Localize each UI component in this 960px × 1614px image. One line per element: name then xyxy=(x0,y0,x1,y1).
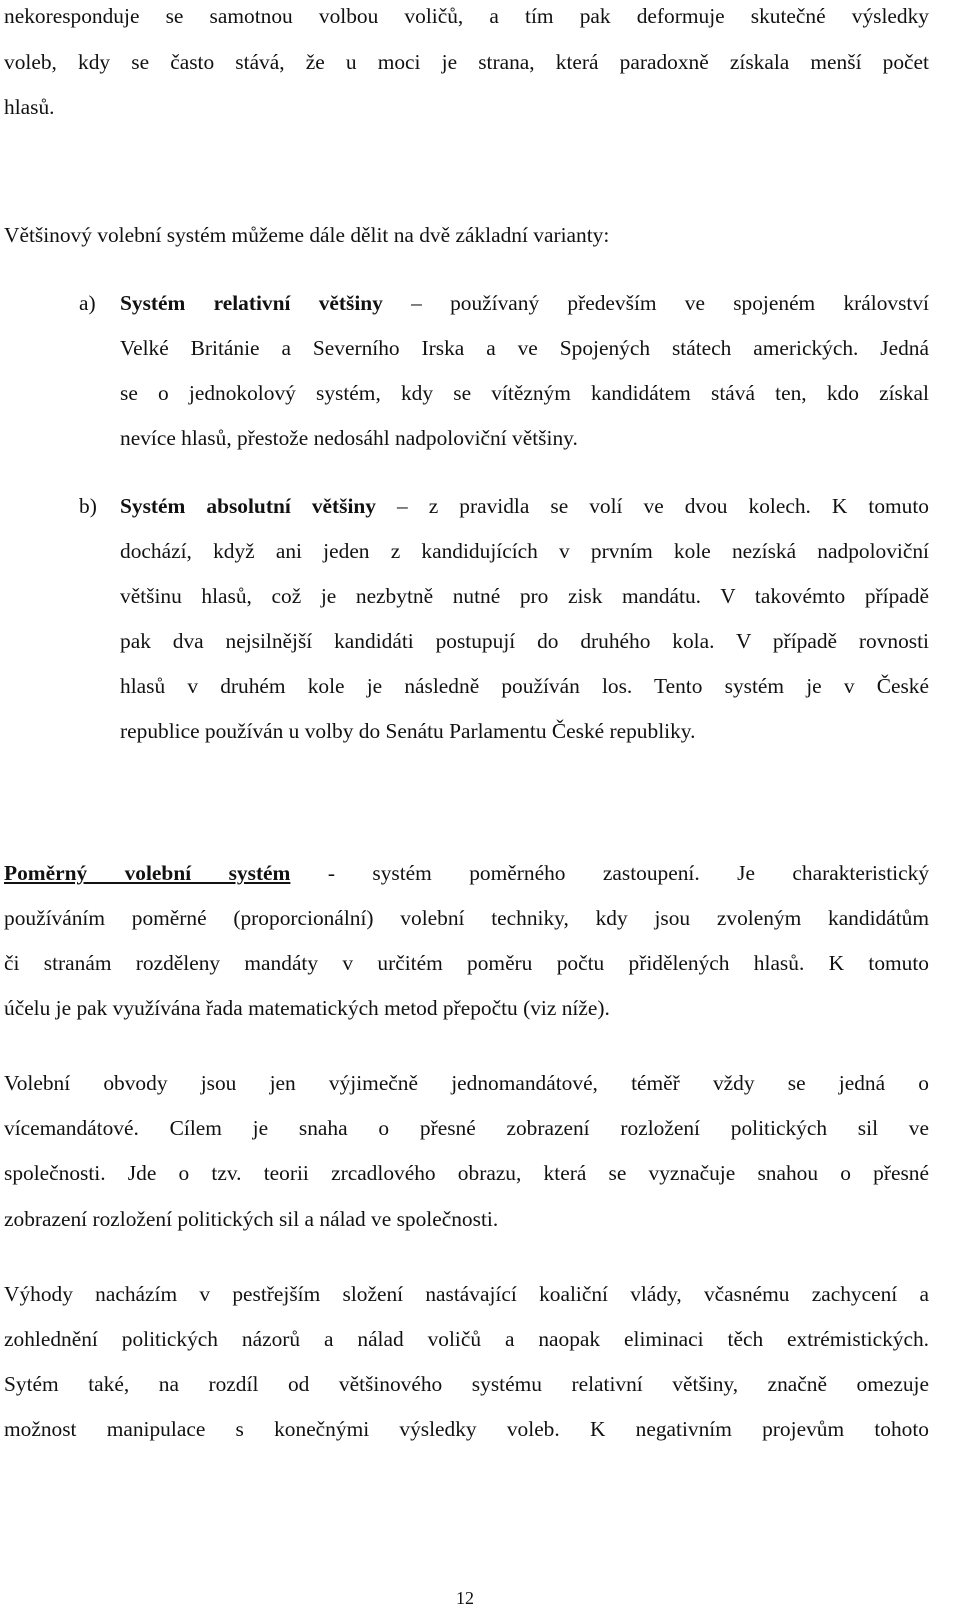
text-line: hlasů v druhém kole je následně používán los. Tento systém je v České xyxy=(120,674,929,698)
text-line: nekoresponduje se samotnou volbou voličů, a tím pak deformuje skutečné výsledky xyxy=(4,4,929,28)
text-line: Velké Británie a Severního Irska a ve Spojených státech amerických. Jedná xyxy=(120,336,929,360)
text-span: – z pravidla se volí ve dvou kolech. K tomuto xyxy=(376,494,929,518)
list-marker: a) xyxy=(79,291,96,315)
list-marker: b) xyxy=(79,494,97,518)
text-line: republice používán u volby do Senátu Parlamentu České republiky. xyxy=(120,719,696,743)
text-line: hlasů. xyxy=(4,95,55,119)
text-line: používáním poměrné (proporcionální) volební techniky, kdy jsou zvoleným kandidátům xyxy=(4,906,929,930)
section-heading: Poměrný volební systém xyxy=(4,861,291,885)
text-line: vícemandátové. Cílem je snaha o přesné zobrazení rozložení politických sil ve xyxy=(4,1116,929,1140)
text-line: možnost manipulace s konečnými výsledky voleb. K negativním projevům tohoto xyxy=(4,1417,929,1441)
text-line: společnosti. Jde o tzv. teorii zrcadlového obrazu, která se vyznačuje snahou o přesné xyxy=(4,1161,929,1185)
text-line: zobrazení rozložení politických sil a nálad ve společnosti. xyxy=(4,1207,499,1231)
text-line: Většinový volební systém můžeme dále dělit na dvě základní varianty: xyxy=(4,223,610,247)
text-line: či stranám rozděleny mandáty v určitém poměru počtu přidělených hlasů. K tomuto xyxy=(4,951,929,975)
text-line: Výhody nacházím v pestřejším složení nastávající koaliční vlády, včasnému zachycení a xyxy=(4,1282,929,1306)
text-line: dochází, když ani jeden z kandidujících v prvním kole nezíská nadpoloviční xyxy=(120,539,929,563)
text-span: - systém poměrného zastoupení. Je charakteristický xyxy=(290,861,930,885)
list-item-b-line xyxy=(120,492,929,520)
term: Systém relativní většiny xyxy=(120,291,383,315)
text-line: pak dva nejsilnější kandidáti postupují do druhého kola. V případě rovnosti xyxy=(120,629,929,653)
section-heading-line xyxy=(4,859,929,887)
text-line: Volební obvody jsou jen výjimečně jednomandátové, téměř vždy se jedná o xyxy=(4,1071,929,1095)
text-line: zohlednění politických názorů a nálad voličů a naopak eliminaci těch extrémistických. xyxy=(4,1327,929,1351)
text-line: se o jednokolový systém, kdy se vítězným kandidátem stává ten, kdo získal xyxy=(120,381,929,405)
list-item-a-line xyxy=(120,289,929,317)
text-line: účelu je pak využívána řada matematických metod přepočtu (viz níže). xyxy=(4,996,610,1020)
text-span: – používaný především ve spojeném království xyxy=(382,291,929,315)
term: Systém absolutní většiny xyxy=(120,494,376,518)
text-line: Sytém také, na rozdíl od většinového systému relativní většiny, značně omezuje xyxy=(4,1372,929,1396)
page-number: 12 xyxy=(456,1588,474,1608)
text-line: voleb, kdy se často stává, že u moci je strana, která paradoxně získala menší počet xyxy=(4,50,929,74)
text-line: většinu hlasů, což je nezbytně nutné pro zisk mandátu. V takovémto případě xyxy=(120,584,929,608)
text-line: nevíce hlasů, přestože nedosáhl nadpoloviční většiny. xyxy=(120,426,578,450)
